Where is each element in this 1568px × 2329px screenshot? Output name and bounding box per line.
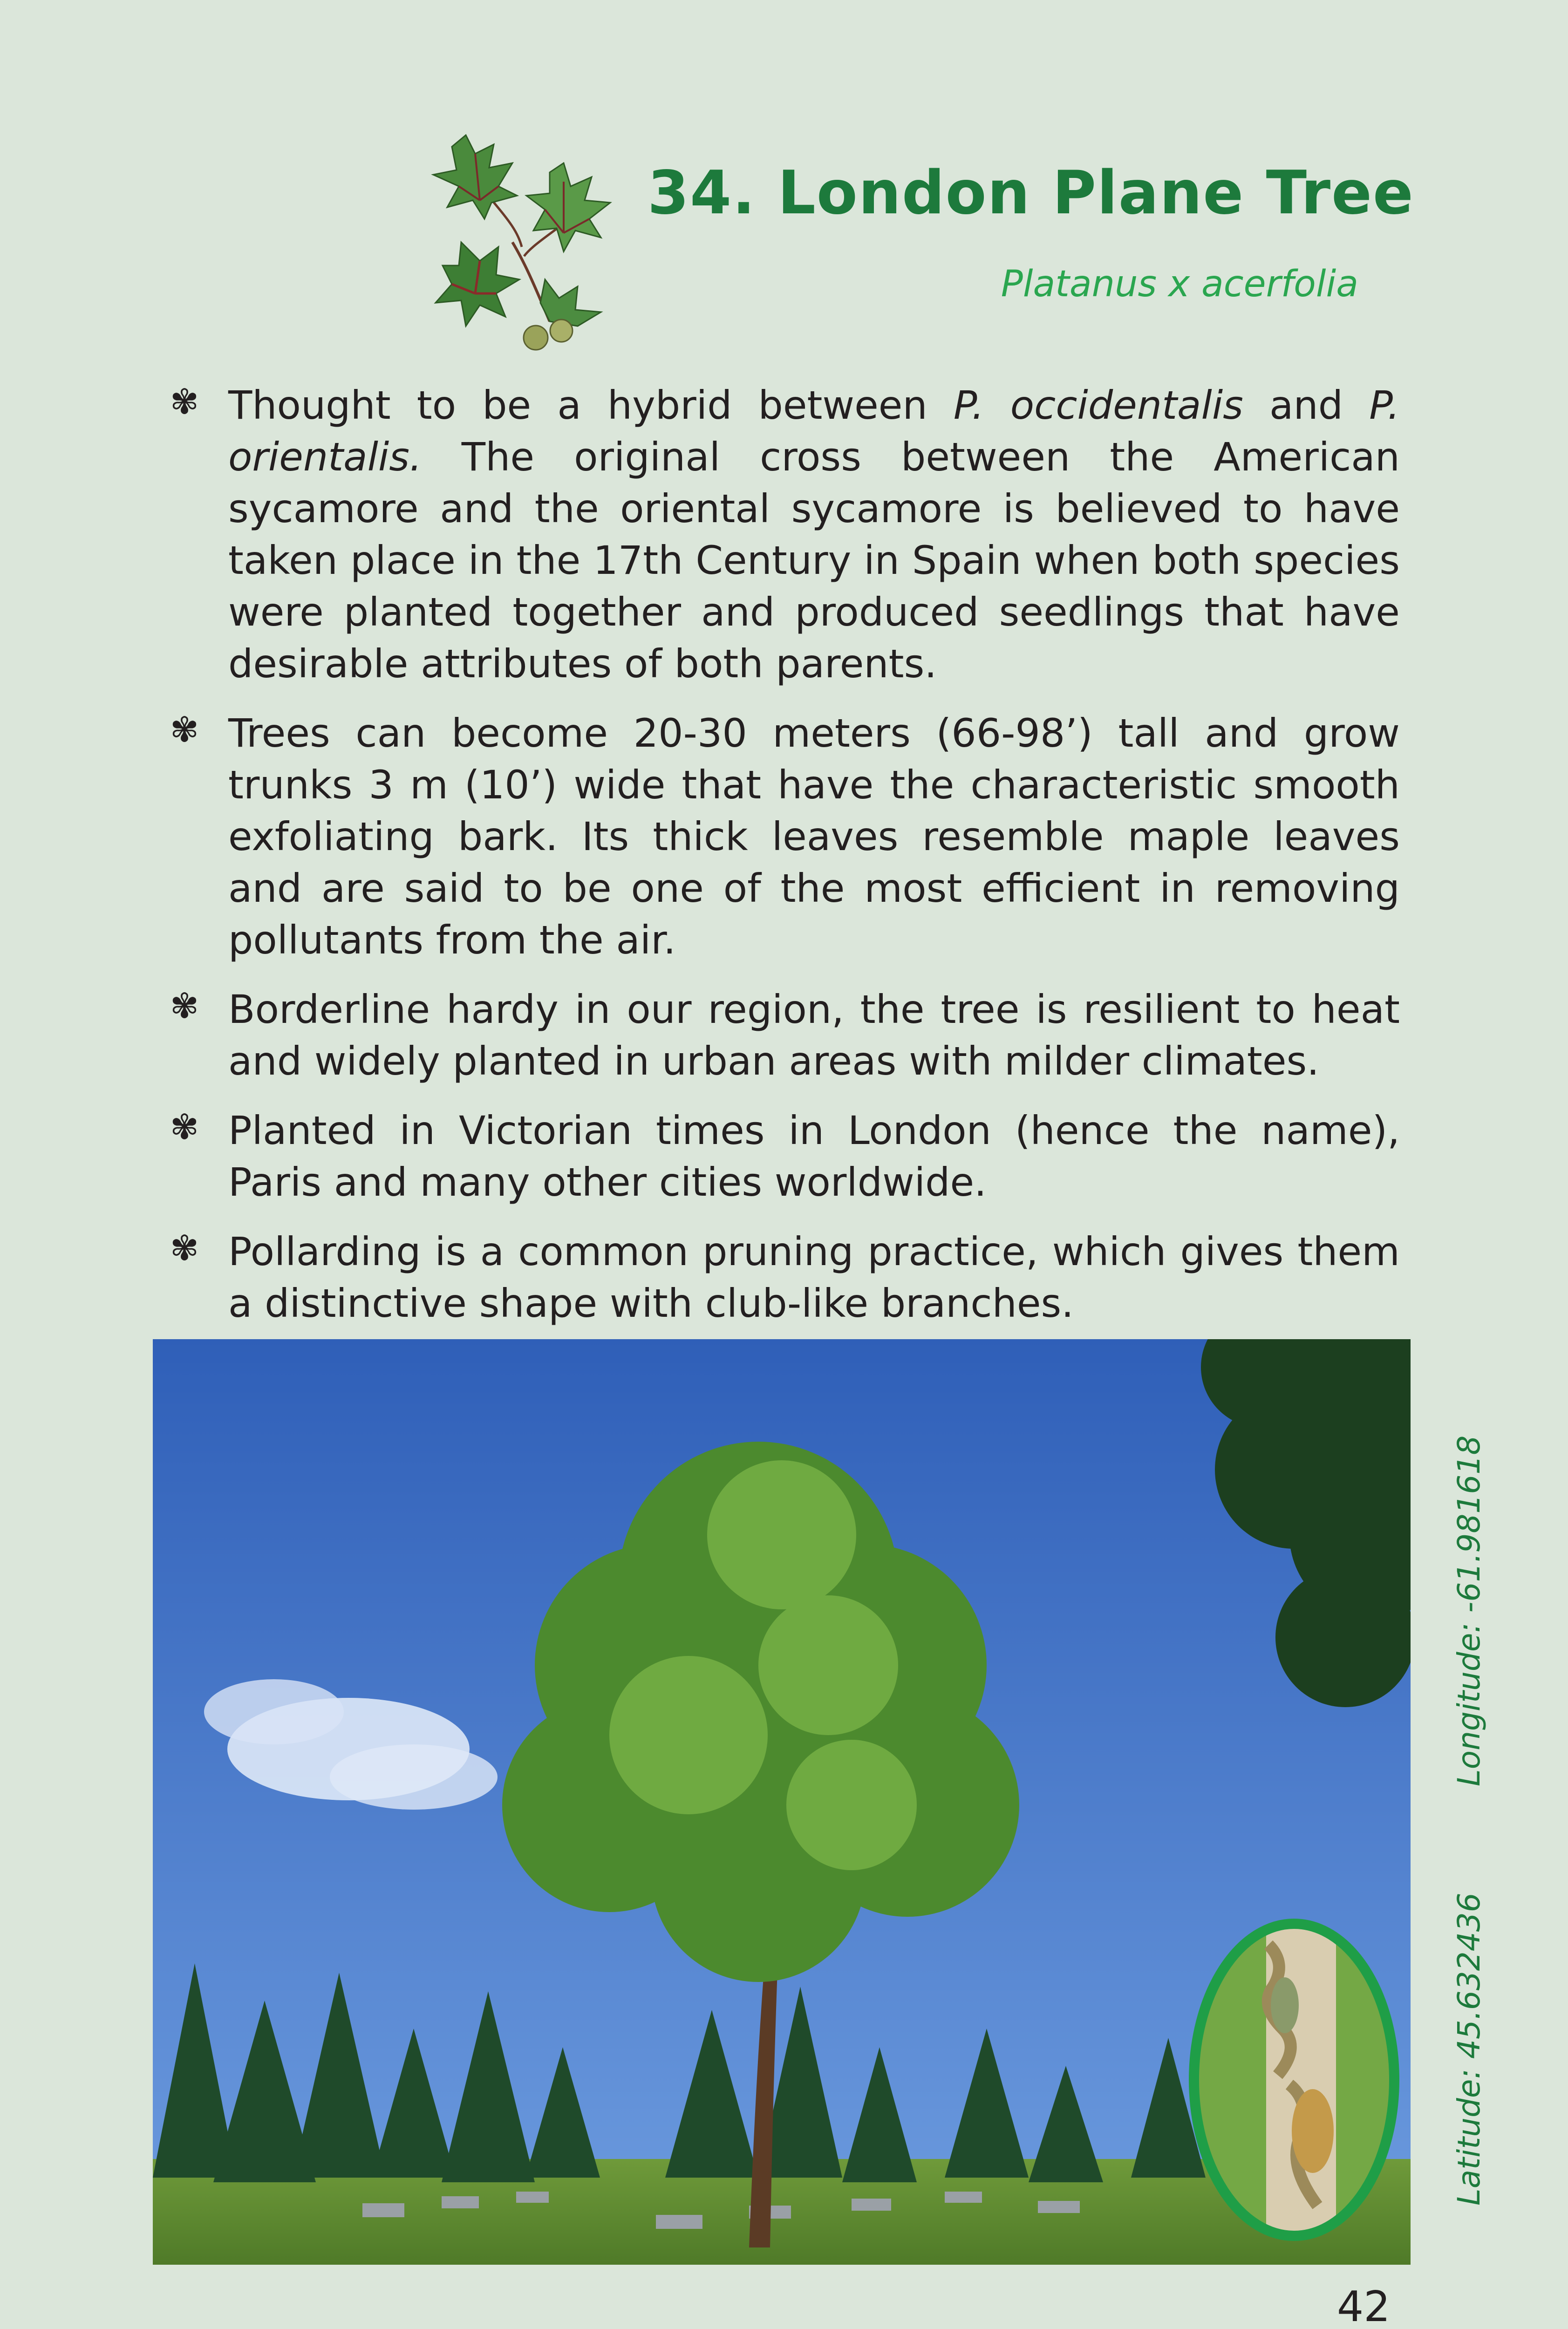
flower-bullet-icon: ✾ [170, 382, 199, 422]
flower-bullet-icon: ✾ [170, 1107, 199, 1147]
plane-leaf-icon [410, 126, 629, 359]
fact-item [170, 984, 1400, 1087]
tree-photo [153, 1339, 1411, 2265]
gps-coordinates [1428, 1339, 1487, 2265]
page-number: 42 [1337, 2282, 1391, 2329]
fact-list [170, 380, 1400, 1347]
bark-inset [1192, 1921, 1397, 2238]
scientific-name: Platanus x acerfolia [1001, 263, 1358, 305]
fact-item [170, 1105, 1400, 1208]
flower-bullet-icon: ✾ [170, 986, 199, 1026]
fact-item [170, 380, 1400, 690]
fact-item [170, 1226, 1400, 1329]
fact-text: Thought to be a hybrid between P. occidentalis and P. orientalis. The original cross between the American sycamore and the oriental sycamore is believed to have taken place in the 17th Century in Spain when both species were planted together and produced seedlings that have desirable attributes of both parents. [228, 382, 1400, 687]
flower-bullet-icon: ✾ [170, 710, 199, 750]
fact-text: Borderline hardy in our region, the tree is resilient to heat and widely planted in urban areas with milder climates. [228, 987, 1400, 1084]
fact-text: Trees can become 20-30 meters (66-98’) tall and grow trunks 3 m (10’) wide that have the characteristic smooth exfoliating bark. Its thick leaves resemble maple leaves and are said to be one of the most efficient in removing pollutants from the air. [228, 710, 1400, 963]
page-title: 34. London Plane Tree [648, 158, 1414, 228]
fact-text: Pollarding is a common pruning practice, which gives them a distinctive shape with club-like branches. [228, 1229, 1400, 1326]
longitude-label: Longitude: -61.981618 [1451, 1435, 1487, 1786]
fact-text: Planted in Victorian times in London (hence the name), Paris and many other cities worldwide. [228, 1108, 1400, 1205]
flower-bullet-icon: ✾ [170, 1228, 199, 1268]
latitude-label: Latitude: 45.632436 [1451, 1893, 1487, 2206]
fact-item [170, 708, 1400, 966]
